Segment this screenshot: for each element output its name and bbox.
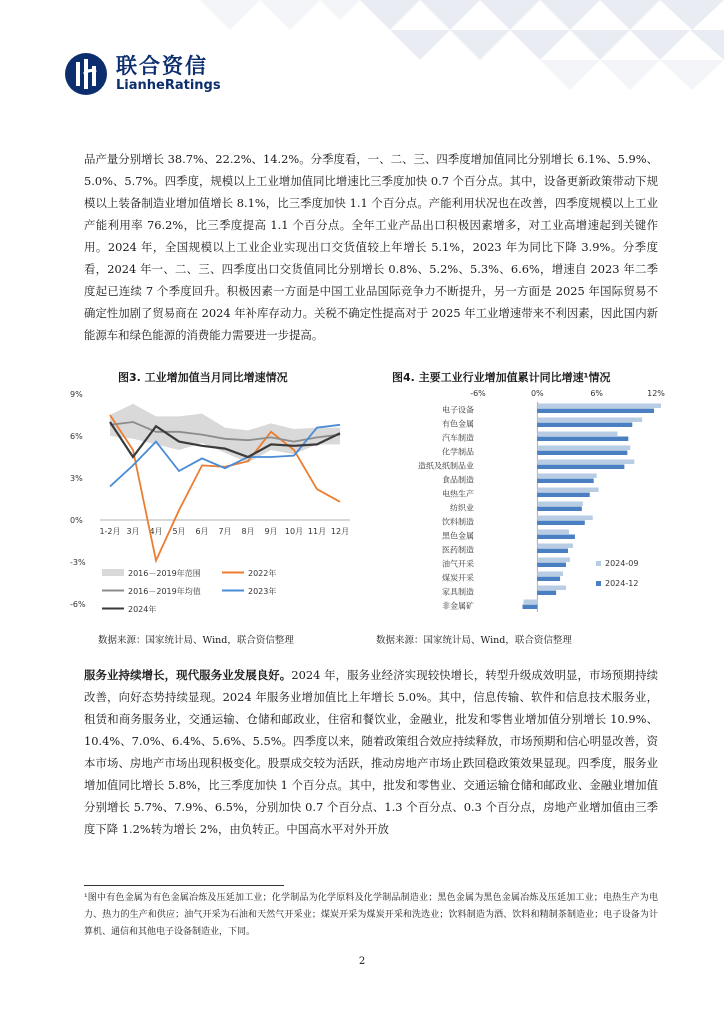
legend-swatch	[596, 581, 601, 586]
x-tick-label: -6%	[470, 389, 486, 398]
category-label: 医药制造	[442, 545, 474, 555]
bar-2024-12	[537, 479, 593, 484]
bar-2024-09	[537, 432, 617, 437]
bar-2024-12	[537, 507, 582, 512]
brand-name-en: LianheRatings	[116, 78, 221, 93]
bar-2024-09	[537, 474, 596, 479]
x-tick-label: 11月	[307, 527, 327, 536]
category-label: 造纸及纸制品业	[418, 461, 474, 471]
lianhe-logo-icon	[64, 52, 108, 96]
category-label: 电子设备	[442, 405, 474, 415]
legend-label: 2024-12	[605, 579, 639, 588]
legend-label: 2024年	[128, 605, 157, 614]
figure-3-source: 数据来源：国家统计局、Wind，联合资信整理	[98, 635, 294, 646]
figure-3-title: 图3. 工业增加值当月同比增速情况	[118, 371, 288, 384]
category-label: 化学制品	[442, 447, 474, 457]
bar-2024-09	[537, 516, 592, 521]
category-label: 电热生产	[442, 489, 474, 499]
bar-2024-12	[537, 563, 566, 568]
footnote-divider	[84, 885, 284, 886]
bar-2024-12	[537, 535, 575, 540]
paragraph-2-text: 2024 年，服务业经济实现较快增长，转型升级成效明显，市场预期持续改善，向好态势持续显现。2024 年服务业增加值比上年增长 5.0%。其中，信息传输、软件和信息技术服务业，租赁和商务服务业，交通运输、仓储和邮政业，住宿和餐饮业，金融业，批发和零售业增加值分别增长 10.9%、10.4%、7.0%、6.4%、5.6%、5.5%。四季度以来，随着政策组合效应持续释放，市场预期和信心明显改善，资本市场、房地产市场出现积极变化。股票成交较为活跃，推动房地产市场止跌回稳政策效果显现。四季度，服务业增加值同比增长 5.8%，比三季度加快 1 个百分点。其中，批发和零售业、交通运输仓储和邮政业、金融业增加值分别增长 5.7%、7.9%、6.5%，分别加快 0.7 个百分点、1.3 个百分点、0.3 个百分点，房地产业增加值由三季度下降 1.2%转为增长 2%，由负转正。中国高水平对外开放	[84, 668, 658, 836]
bar-2024-12	[537, 451, 627, 456]
legend-label: 2016－2019年均值	[128, 587, 201, 596]
figure-4-title: 图4. 主要工业行业增加值累计同比增速¹情况	[392, 371, 611, 384]
company-logo	[64, 52, 221, 96]
x-tick-label: 5月	[172, 527, 186, 536]
bar-2024-12	[537, 423, 632, 428]
bar-2024-09	[537, 404, 661, 409]
figure-3-line-chart	[64, 384, 354, 624]
category-label: 有色金属	[442, 419, 474, 429]
bar-2024-12	[537, 409, 654, 414]
bar-2024-12	[537, 465, 624, 470]
legend-label: 2022年	[248, 569, 277, 578]
bar-2024-12	[537, 521, 584, 526]
figure-4-bar-chart	[364, 384, 665, 624]
bar-2024-09	[537, 572, 563, 577]
legend-swatch	[596, 561, 601, 566]
body-paragraph-1: 品产量分别增长 38.7%、22.2%、14.2%。分季度看，一、二、三、四季度增加值同比分别增长 6.1%、5.9%、5.0%、5.7%。四季度，规模以上工业增加值同比增速比三季度加快 0.7 个百分点。其中，设备更新政策带动下规模以上装备制造业增加值增长 8.1%，比三季度加快 1.1 个百分点。产能利用状况也在改善，四季度规模以上工业产能利用率 76.2%，比三季度提高 1.1 个百分点。全年工业产品出口积极因素增多，对工业高增速起到关键作用。2024 年，全国规模以上工业企业实现出口交货值较上年增长 5.1%，2023 年为同比下降 3.9%。分季度看，2024 年一、二、三、四季度出口交货值同比分别增长 0.8%、5.2%、5.3%、6.6%，增速自 2023 年二季度起已连续 7 个季度回升。积极因素一方面是中国工业品国际竞争力不断提升，另一方面是 2025 年国际贸易不确定性加剧了贸易商在 2024 年补库存动力。关税不确定性提高对于 2025 年工业增速带来不利因素，因此国内新能源车和绿色能源的消费能力需要进一步提高。	[84, 152, 658, 342]
x-tick-label: 10月	[284, 527, 304, 536]
bar-2024-09	[537, 586, 566, 591]
y-tick-label: -3%	[70, 558, 86, 567]
category-label: 饮料制造	[442, 517, 474, 527]
x-tick-label: 0%	[530, 389, 544, 398]
legend-label: 2023年	[248, 587, 277, 596]
bar-2024-12	[537, 493, 589, 498]
bar-2024-12	[523, 605, 538, 610]
y-tick-label: 9%	[70, 390, 83, 399]
category-label: 纺织业	[450, 503, 474, 513]
x-tick-label: 7月	[218, 527, 232, 536]
x-tick-label: 6%	[590, 389, 604, 398]
x-tick-label: 12%	[647, 389, 665, 398]
y-tick-label: 0%	[70, 516, 83, 525]
x-tick-label: 1-2月	[99, 527, 121, 536]
bar-2024-12	[537, 577, 560, 582]
bar-2024-09	[523, 600, 537, 605]
bar-2024-09	[537, 544, 573, 549]
category-label: 食品制造	[442, 475, 474, 485]
category-label: 非金属矿	[442, 601, 474, 611]
body-paragraph-2	[84, 664, 658, 840]
brand-name-cn: 联合资信	[116, 54, 208, 78]
paragraph-2-lead: 服务业持续增长，现代服务业发展良好。	[84, 668, 292, 682]
bar-2024-09	[537, 530, 569, 535]
bar-2024-09	[537, 418, 642, 423]
legend-label: 2024-09	[605, 559, 639, 568]
bar-2024-12	[537, 591, 556, 596]
bar-2024-12	[537, 549, 568, 554]
category-label: 油气开采	[442, 559, 474, 569]
category-label: 黑色金属	[442, 531, 474, 541]
bar-2024-09	[537, 460, 634, 465]
category-label: 汽车制造	[442, 433, 474, 443]
legend-swatch	[102, 569, 124, 576]
x-tick-label: 3月	[126, 527, 140, 536]
bar-2024-09	[537, 446, 630, 451]
y-tick-label: 3%	[70, 474, 83, 483]
x-tick-label: 6月	[195, 527, 209, 536]
figure-4-source: 数据来源：国家统计局、Wind，联合资信整理	[376, 635, 572, 646]
x-tick-label: 12月	[330, 527, 350, 536]
category-label: 煤炭开采	[442, 573, 474, 583]
category-label: 家具制造	[442, 587, 474, 597]
bar-2024-09	[537, 488, 598, 493]
legend-label: 2016－2019年范围	[128, 569, 201, 578]
x-tick-label: 9月	[264, 527, 278, 536]
page-number: 2	[358, 956, 366, 967]
x-tick-label: 4月	[149, 527, 163, 536]
bar-2024-12	[537, 437, 628, 442]
footnote: ¹图中有色金属为有色金属冶炼及压延加工业；化学制品为化学原料及化学制品制造业；黑色金属为黑色金属冶炼及压延加工业；电热生产为电力、热力的生产和供应；油气开采为石油和天然气开采业；煤炭开采为煤炭开采和洗选业；饮料制造为酒、饮料和精制茶制造业；电子设备为计算机、通信和其他电子设备制造业，下同。	[84, 893, 658, 937]
bar-2024-09	[537, 502, 582, 507]
y-tick-label: -6%	[70, 600, 86, 609]
y-tick-label: 6%	[70, 432, 83, 441]
bar-2024-09	[537, 558, 570, 563]
x-tick-label: 8月	[241, 527, 255, 536]
